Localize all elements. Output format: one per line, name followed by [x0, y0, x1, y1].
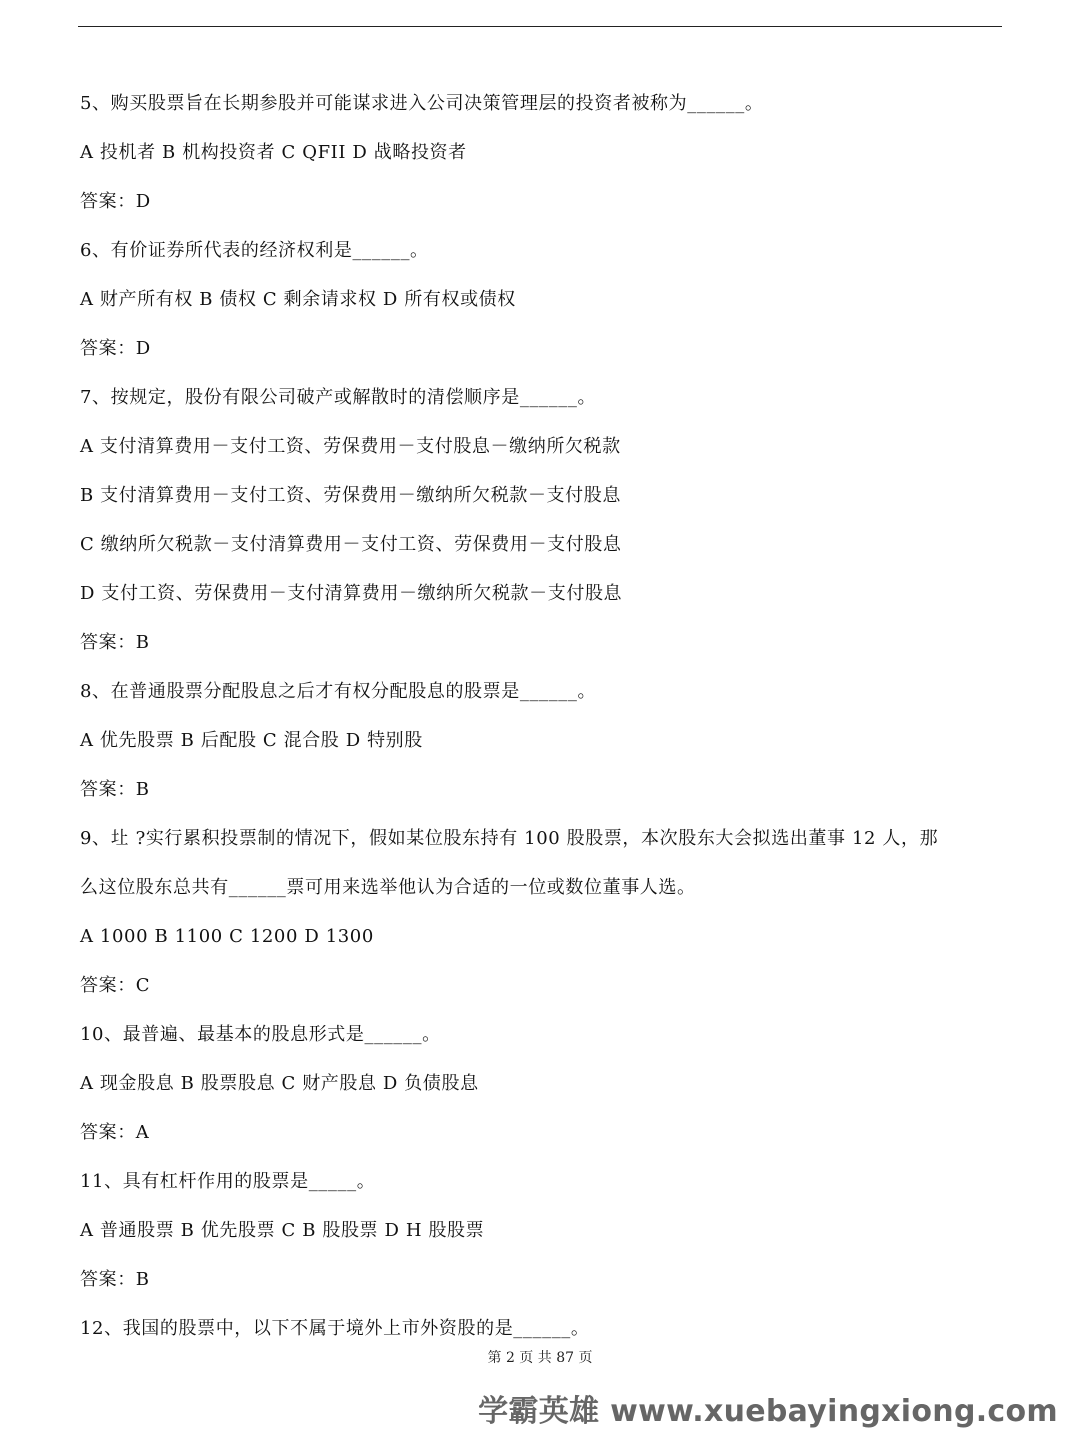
question-7-option-d: D 支付工资、劳保费用－支付清算费用－缴纳所欠税款－支付股息: [80, 583, 623, 604]
question-5-stem: 5、购买股票旨在长期参股并可能谋求进入公司决策管理层的投资者被称为______。: [80, 93, 764, 114]
question-11-answer: 答案：B: [80, 1269, 150, 1290]
question-9-stem-line-1: 9、圵 ?实行累积投票制的情况下，假如某位股东持有 100 股股票，本次股东大会拟选出董事 12 人，那: [80, 828, 939, 849]
question-7-stem: 7、按规定，股份有限公司破产或解散时的清偿顺序是______。: [80, 387, 597, 408]
question-7-option-b: B 支付清算费用－支付工资、劳保费用－缴纳所欠税款－支付股息: [80, 485, 621, 506]
page-number-footer: 第 2 页 共 87 页: [487, 1350, 593, 1366]
question-9-answer: 答案：C: [80, 975, 151, 996]
question-10-answer: 答案：A: [80, 1122, 150, 1143]
question-10-options: A 现金股息 B 股票股息 C 财产股息 D 负债股息: [80, 1073, 479, 1094]
question-9-stem-line-2: 么这位股东总共有______票可用来选举他认为合适的一位或数位董事人选。: [80, 877, 696, 898]
question-12-stem: 12、我国的股票中，以下不属于境外上市外资股的是______。: [80, 1318, 590, 1339]
question-8-answer: 答案：B: [80, 779, 150, 800]
question-6-options: A 财产所有权 B 债权 C 剩余请求权 D 所有权或债权: [80, 289, 516, 310]
question-9-options: A 1000 B 1100 C 1200 D 1300: [80, 926, 374, 947]
question-5-answer: 答案：D: [80, 191, 151, 212]
question-6-answer: 答案：D: [80, 338, 151, 359]
question-11-options: A 普通股票 B 优先股票 C B 股股票 D H 股股票: [80, 1220, 485, 1241]
site-watermark: 学霸英雄 www.xuebayingxiong.com: [478, 1394, 1058, 1429]
question-5-options: A 投机者 B 机构投资者 C QFII D 战略投资者: [80, 142, 467, 163]
question-11-stem: 11、具有杠杆作用的股票是_____。: [80, 1171, 376, 1192]
header-rule: [78, 26, 1002, 27]
question-8-options: A 优先股票 B 后配股 C 混合股 D 特别股: [80, 730, 423, 751]
question-7-option-a: A 支付清算费用－支付工资、劳保费用－支付股息－缴纳所欠税款: [80, 436, 621, 457]
question-7-answer: 答案：B: [80, 632, 150, 653]
question-8-stem: 8、在普通股票分配股息之后才有权分配股息的股票是______。: [80, 681, 597, 702]
question-7-option-c: C 缴纳所欠税款－支付清算费用－支付工资、劳保费用－支付股息: [80, 534, 622, 555]
question-6-stem: 6、有价证券所代表的经济权利是______。: [80, 240, 429, 261]
question-10-stem: 10、最普遍、最基本的股息形式是______。: [80, 1024, 441, 1045]
